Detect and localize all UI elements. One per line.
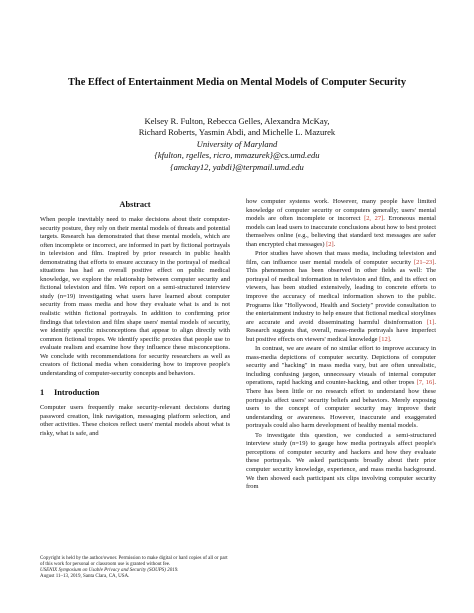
section-title: Introduction — [54, 388, 100, 398]
right-paragraph-1: how computer systems work. However, many people have limited knowledge of computer security or computers generally; users' mental models are often incomplete or incorrect [2, 27]. Erroneous mental models can lead users to inaccurate conclusions about how to best protect themselves online (e.g., believing that standard text messages are safer than encrypted chat messages) [2]. — [246, 198, 436, 248]
email-line-2: {amckay12, yabdi}@terpmail.umd.edu — [170, 161, 304, 172]
citation-link[interactable]: [12] — [379, 335, 390, 343]
email-line-1: {kfulton, rgelles, ricro, mmazurek}@cs.umd.edu — [154, 150, 320, 161]
citation-link[interactable]: [2, 27] — [364, 215, 384, 223]
intro-paragraph: Computer users frequently make security-relevant decisions during password creation, link navigation, messaging platform selection, and other activities. These choices reflect users' mental models about what is risky, what is safe, and — [40, 404, 230, 438]
right-paragraph-3: In contrast, we are aware of no similar effort to improve accuracy in mass-media depictions of computer security. Depictions of computer security and "hacking" in mass media vary, but are often unrealistic, including confusing jargon, unnecessary visuals of internal computer operations, rapid hacking and counter-hacking, and other tropes [7, 16]. There has been little or no research effort to understand how these portrayals affect users' security beliefs and behaviors. Merely exposing users to the concept of computer security may improve their understanding or awareness. However, inaccurate and exaggerated portrayals could also harm development of healthy mental models. — [246, 345, 436, 430]
right-paragraph-4: To investigate this question, we conducted a semi-structured interview study (n=19) to gauge how media portrayals affect people's perceptions of computer security and hackers and how they evaluate these portrayals. We asked participants broadly about their prior computer security knowledge, experience, and mass media background. We then showed each participant six clips involving computer security from — [246, 431, 436, 491]
author-block — [40, 116, 434, 173]
copyright-footnote — [40, 556, 230, 580]
venue-line: USENIX Symposium on Usable Privacy and Security (SOUPS) 2019. — [40, 568, 179, 574]
section-number: 1 — [40, 388, 45, 398]
abstract-heading: Abstract — [119, 200, 151, 209]
citation-link[interactable]: [7, 16] — [416, 379, 435, 387]
right-paragraph-2: Prior studies have shown that mass media, including television and film, can influence user mental models of computer security [21–23]. This phenomenon has been observed in other fields as well: The portrayal of medical information in television and film, and its effect on viewers, has been studied extensively, leading to concrete efforts to improve the accuracy of medical information shown to the public. Programs like "Hollywood, Health and Society" provide consultation to the entertainment industry to help ensure that fictional medical storylines are accurate and avoid disseminating harmful disinformation [1]. Research suggests that, overall, mass-media portrayals have imperfect but positive effects on viewers' medical knowledge [12]. — [246, 250, 436, 343]
citation-link[interactable]: [1] — [426, 318, 435, 326]
copyright-notice: Copyright is held by the author/owner. Permission to make digital or hard copies of all or part of this work for personal or classroom use is granted without fee. — [40, 556, 228, 568]
affiliation: University of Maryland — [196, 138, 278, 149]
citation-link[interactable]: [21–23] — [414, 258, 435, 266]
paper-title: The Effect of Entertainment Media on Mental Models of Computer Security — [67, 77, 407, 88]
right-column — [246, 198, 436, 492]
abstract-text: When people inevitably need to make decisions about their computer-security posture, they rely on their mental models of threats and potential targets. Research has demonstrated that these mental models, which are often incomplete or incorrect, are informed in part by fictional portrayals in television and film. Inspired by prior research in public health demonstrating that efforts to ensure accuracy in the portrayal of medical situations has had an overall positive effect on public medical knowledge, we explore the relationship between computer security and fictional television and film. We report on a semi-structured interview study (n=19) investigating what users have learned about computer security from mass media and how they evaluate what is and is not realistic within fictional portrayals. In addition to confirming prior findings that television and film shape users' mental models of security, we identify specific misconceptions that appear to align directly with common fictional tropes. We identify specific proxies that people use to evaluate realism and examine how they influence these misconceptions. We conclude with recommendations for security researchers as well as creators of fictional media when considering how to improve people's understanding of computer-security concepts and behaviors. — [40, 216, 230, 377]
author-names-line-2: Richard Roberts, Yasmin Abdi, and Michelle L. Mazurek — [138, 127, 336, 138]
author-names-line-1: Kelsey R. Fulton, Rebecca Gelles, Alexandra McKay, — [144, 116, 330, 126]
section-heading-introduction — [40, 388, 230, 398]
left-column — [40, 200, 230, 439]
venue-dates: August 11–13, 2019, Santa Clara, CA, USA. — [40, 574, 130, 580]
citation-link[interactable]: [2] — [326, 240, 334, 248]
